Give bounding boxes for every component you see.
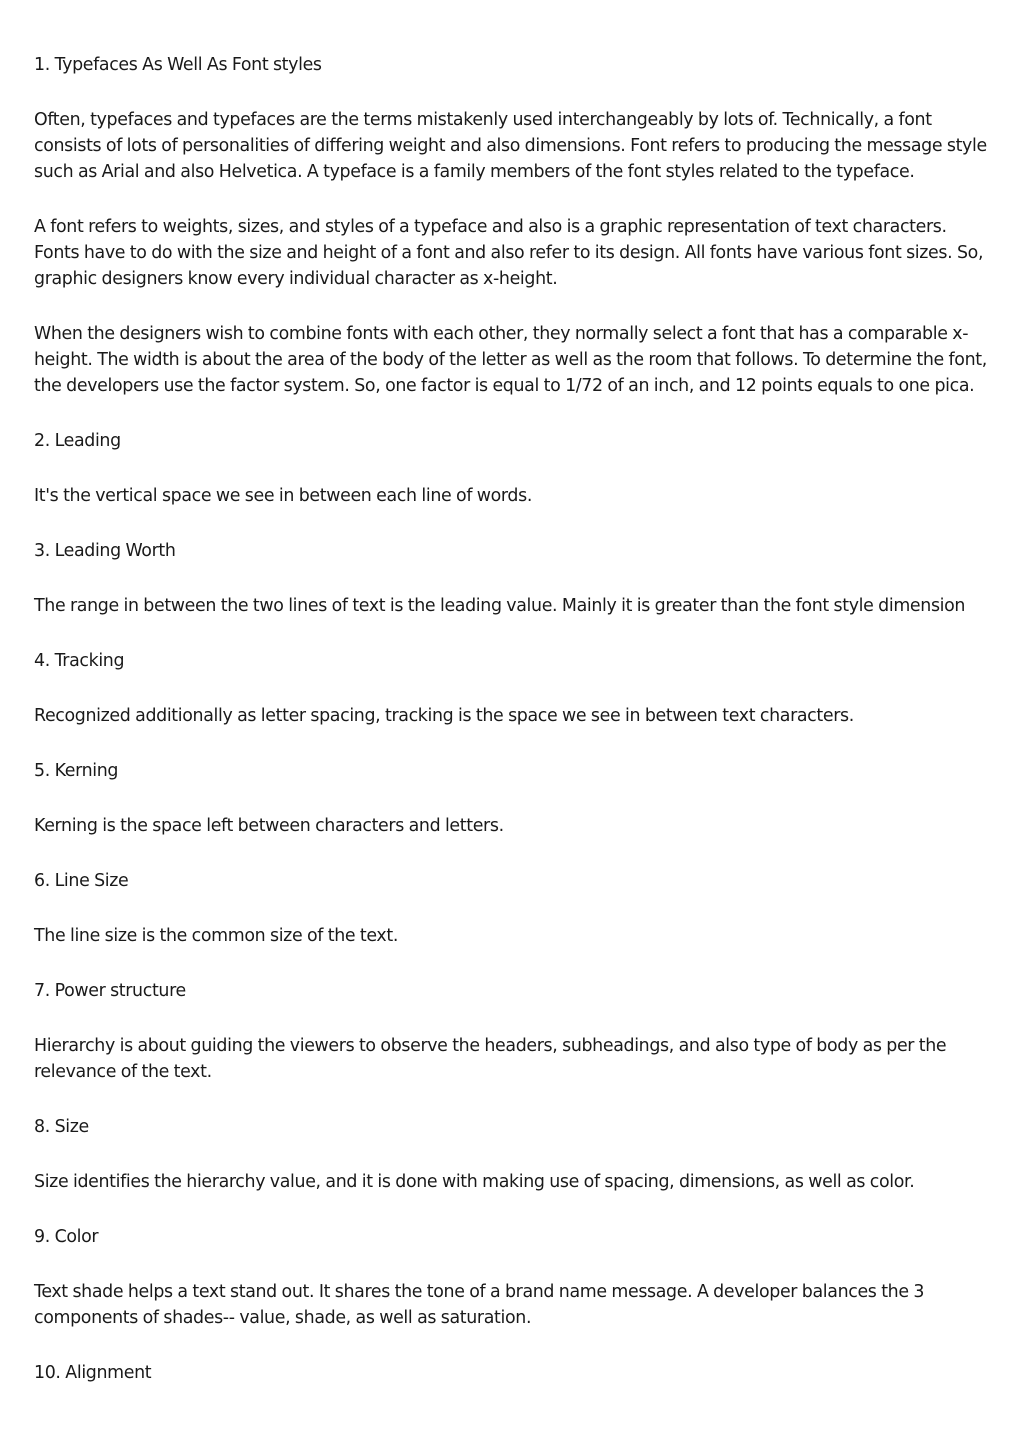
paragraph-color: Text shade helps a text stand out. It shares the tone of a brand name message. A developer balances the 3 components of shades-- value, shade, as well as saturation. (34, 1282, 925, 1328)
section-heading-kerning: 5. Kerning (34, 761, 119, 781)
paragraph-typefaces-2: A font refers to weights, sizes, and styles of a typeface and also is a graphic representation of text characters. Fonts have to do with the size and height of a font and also refer to its design. All fonts have various font sizes. So, graphic designers know every individual character as x-height. (34, 217, 984, 289)
paragraph-typefaces-3: When the designers wish to combine fonts with each other, they normally select a font that has a comparable x-height. The width is about the area of the body of the letter as well as the room that follows. To determine the font, the developers use the factor system. So, one factor is equal to 1/72 of an inch, and 12 points equals to one pica. (34, 324, 987, 396)
document-body (34, 52, 994, 1415)
section-heading-typefaces: 1. Typefaces As Well As Font styles (34, 55, 322, 75)
paragraph-tracking: Recognized additionally as letter spacing, tracking is the space we see in between text characters. (34, 706, 854, 726)
section-heading-power-structure: 7. Power structure (34, 981, 186, 1001)
section-heading-tracking: 4. Tracking (34, 651, 125, 671)
paragraph-size: Size identifies the hierarchy value, and it is done with making use of spacing, dimensions, as well as color. (34, 1172, 915, 1192)
paragraph-line-size: The line size is the common size of the text. (34, 926, 399, 946)
section-heading-leading: 2. Leading (34, 431, 121, 451)
section-heading-alignment: 10. Alignment (34, 1363, 152, 1383)
section-heading-size: 8. Size (34, 1117, 89, 1137)
paragraph-leading: It's the vertical space we see in between each line of words. (34, 486, 533, 506)
section-heading-line-size: 6. Line Size (34, 871, 129, 891)
paragraph-typefaces-1: Often, typefaces and typefaces are the terms mistakenly used interchangeably by lots of. Technically, a font consists of lots of personalities of differing weight and also dimensions. Font refers to producing the message style such as Arial and also Helvetica. A typeface is a family members of the font styles related to the typeface. (34, 110, 987, 182)
paragraph-kerning: Kerning is the space left between characters and letters. (34, 816, 504, 836)
paragraph-power-structure: Hierarchy is about guiding the viewers to observe the headers, subheadings, and also type of body as per the relevance of the text. (34, 1036, 947, 1082)
section-heading-color: 9. Color (34, 1227, 99, 1247)
paragraph-leading-worth: The range in between the two lines of text is the leading value. Mainly it is greater than the font style dimension (34, 596, 966, 616)
section-heading-leading-worth: 3. Leading Worth (34, 541, 176, 561)
